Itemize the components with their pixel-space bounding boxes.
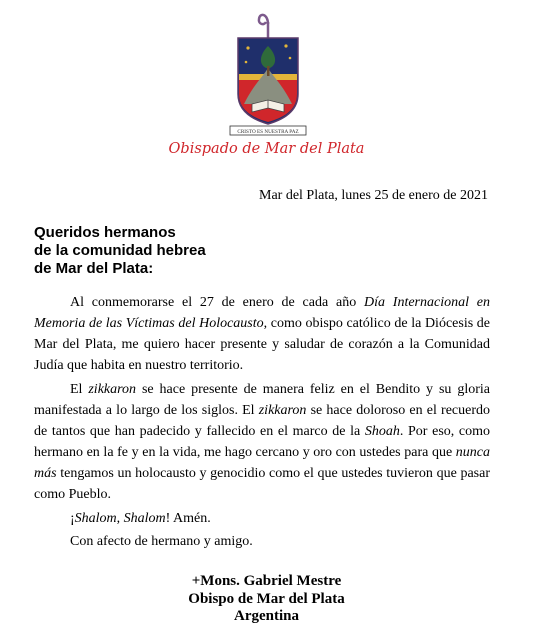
text-run-italic: Shalom [74, 511, 117, 526]
text-run: ¡ [70, 511, 75, 526]
text-run-italic: Día Internacional en Memoria de las Víctimas del Holocausto [34, 295, 491, 331]
text-run: El [70, 382, 89, 397]
letter-salutation [34, 224, 206, 278]
text-run: , [116, 511, 124, 526]
salutation-line: de la comunidad hebrea [34, 242, 206, 259]
organization-name: Obispado de Mar del Plata [168, 141, 365, 157]
diocese-crest-logo [222, 8, 314, 138]
text-run: se hace presente de manera feliz en el Bendito y su gloria manifestada a lo largo de los siglos. El [34, 382, 490, 418]
text-run-italic: Shoah [364, 424, 400, 439]
paragraph-3 [34, 508, 490, 529]
salutation-line: Queridos hermanos [34, 224, 176, 241]
signature-line: +Mons. Gabriel Mestre [191, 573, 342, 589]
text-run: tengamos un holocausto y genocidio como el que ustedes tuvieron que pasar como Pueblo. [34, 466, 490, 502]
text-run: , como obispo católico de la Diócesis de Mar del Plata, me quiero hacer presente y saludar de corazón a la Comunidad Judía que habita en nuestro territorio. [34, 316, 490, 373]
paragraph-2 [34, 379, 490, 505]
text-run: Al conmemorarse el 27 de enero de cada año [70, 295, 364, 310]
letter-date: Mar del Plata, lunes 25 de enero de 2021 [259, 188, 488, 203]
signature-line: Argentina [234, 608, 299, 624]
closing-line: Con afecto de hermano y amigo. [70, 534, 253, 549]
salutation-line: de Mar del Plata: [34, 260, 154, 277]
text-run-italic: Shalom [123, 511, 166, 526]
text-run: ! Amén. [165, 511, 211, 526]
letter-body [34, 292, 490, 554]
crest-motto: CRISTO ES NUESTRA PAZ [237, 129, 299, 135]
text-run-italic: zikkaron [88, 382, 137, 397]
signature-block [0, 573, 533, 626]
text-run: . Por eso, como hermano en la fe y en la vida, me hago cercano y oro con ustedes para que [34, 424, 491, 460]
paragraph-1 [34, 292, 490, 376]
signature-line: Obispo de Mar del Plata [188, 590, 345, 607]
text-run-italic: zikkaron [258, 403, 307, 418]
text-run: se hace doloroso en el recuerdo de tantos que han padecido y fallecido en el marco de la [34, 403, 491, 439]
text-run-italic: nunca más [34, 445, 490, 481]
